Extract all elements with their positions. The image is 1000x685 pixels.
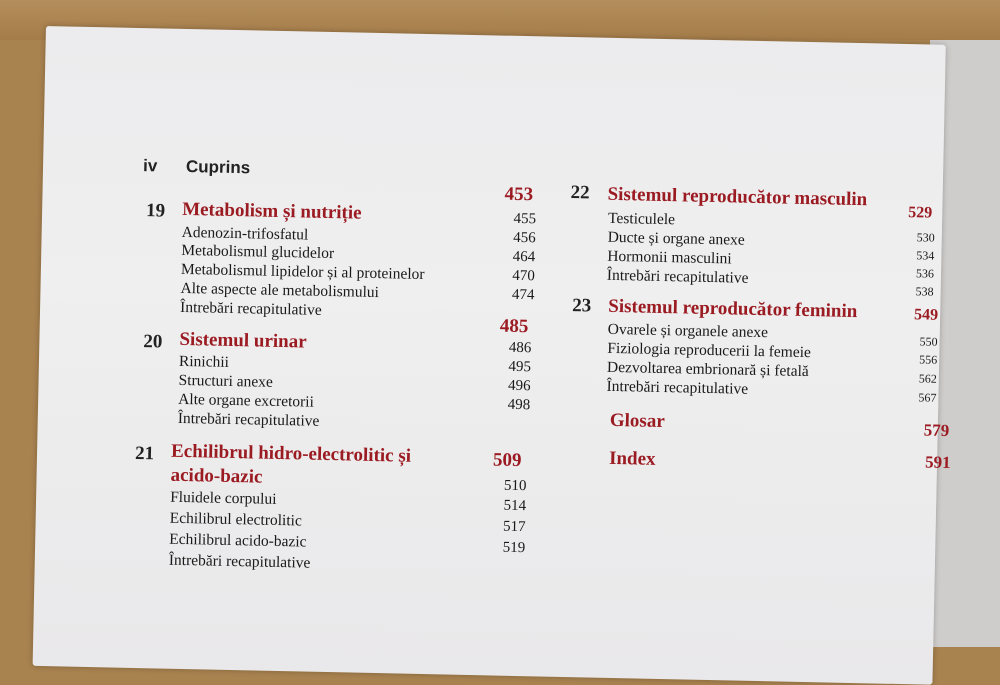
book-page <box>33 26 951 685</box>
index-page: 591 <box>924 452 951 473</box>
toc-entry: Fiziologia reproducerii la femeie <box>607 339 812 362</box>
toc-entry-page: 456 <box>512 229 536 247</box>
chapter-title: Sistemul reproducător feminin <box>608 295 858 323</box>
chapter-number: 19 <box>145 200 166 222</box>
toc-entry-page: 486 <box>508 339 532 357</box>
page-header <box>143 156 251 178</box>
toc-entry: Fluidele corpului <box>169 488 277 508</box>
glossary-page: 579 <box>923 420 950 441</box>
toc-entry-page: 550 <box>919 334 938 349</box>
toc-entry-page: 514 <box>503 497 527 515</box>
toc-entry-page: 510 <box>503 477 527 495</box>
glossary-title: Glosar <box>609 409 665 433</box>
toc-entry-page: 519 <box>502 539 526 557</box>
page-number: iv <box>142 156 158 176</box>
toc-entry-page: 538 <box>915 284 934 299</box>
toc-entry: Întrebări recapitulative <box>606 266 749 287</box>
toc-entry-page: 464 <box>512 248 536 266</box>
toc-entry: Ducte și organe anexe <box>607 228 745 249</box>
toc-entry: Întrebări recapitulative <box>606 377 749 398</box>
toc-entry: Structuri anexe <box>178 371 274 391</box>
toc-entry-page: 474 <box>511 286 535 304</box>
toc-entry: Testiculele <box>607 209 676 229</box>
toc-entry: Întrebări recapitulative <box>168 551 311 572</box>
chapter-page: 485 <box>499 315 529 338</box>
chapter-title: Sistemul reproducător masculin <box>607 183 868 211</box>
chapter-title-line2: acido-bazic <box>170 464 263 488</box>
chapter-page: 529 <box>908 204 933 222</box>
toc-entry-page: 470 <box>512 267 536 285</box>
toc-entry: Întrebări recapitulative <box>179 298 322 319</box>
toc-entry: Adenozin-trifosfatul <box>181 223 309 244</box>
toc-entry: Echilibrul electrolitic <box>169 509 303 530</box>
page-title: Cuprins <box>185 156 251 178</box>
toc-entry-page: 536 <box>915 266 935 281</box>
chapter-title: Metabolism și nutriție <box>181 198 362 224</box>
toc-entry: Hormonii masculini <box>607 247 732 268</box>
toc-entry: Metabolismul lipidelor și al proteinelor <box>180 260 425 283</box>
toc-entry: Metabolismul glucidelor <box>181 241 335 263</box>
toc-entry: Ovarele și organele anexe <box>607 320 769 342</box>
toc-entry: Rinichii <box>178 352 230 371</box>
toc-entry-page: 498 <box>507 396 531 414</box>
chapter-number: 23 <box>572 295 592 317</box>
chapter-page: 549 <box>913 306 939 324</box>
chapter-page: 453 <box>504 183 534 206</box>
toc-entry: Echilibrul acido-bazic <box>169 530 307 551</box>
toc-entry: Întrebări recapitulative <box>177 409 320 430</box>
toc-entry: Alte organe excretorii <box>178 390 315 411</box>
toc-entry-page: 567 <box>918 390 937 405</box>
toc-entry-page: 517 <box>502 518 526 536</box>
toc-entry: Alte aspecte ale metabolismului <box>180 279 380 302</box>
chapter-title: Sistemul urinar <box>179 328 307 353</box>
toc-entry-page: 534 <box>916 248 935 263</box>
chapter-number: 22 <box>570 182 590 204</box>
toc-entry-page: 495 <box>508 358 532 376</box>
toc-entry-page: 496 <box>507 377 531 395</box>
toc-entry-page: 530 <box>916 230 935 245</box>
toc-entry-page: 562 <box>918 371 937 386</box>
toc-entry-page: 556 <box>919 352 938 367</box>
chapter-page: 509 <box>492 449 522 472</box>
chapter-number: 21 <box>134 442 155 465</box>
chapter-number: 20 <box>143 331 163 353</box>
toc-entry-page: 455 <box>513 210 537 228</box>
chapter-title-line1: Echilibrul hidro-electrolitic și <box>170 440 412 467</box>
toc-entry: Dezvoltarea embrionară și fetală <box>606 358 809 381</box>
index-title: Index <box>608 447 656 470</box>
